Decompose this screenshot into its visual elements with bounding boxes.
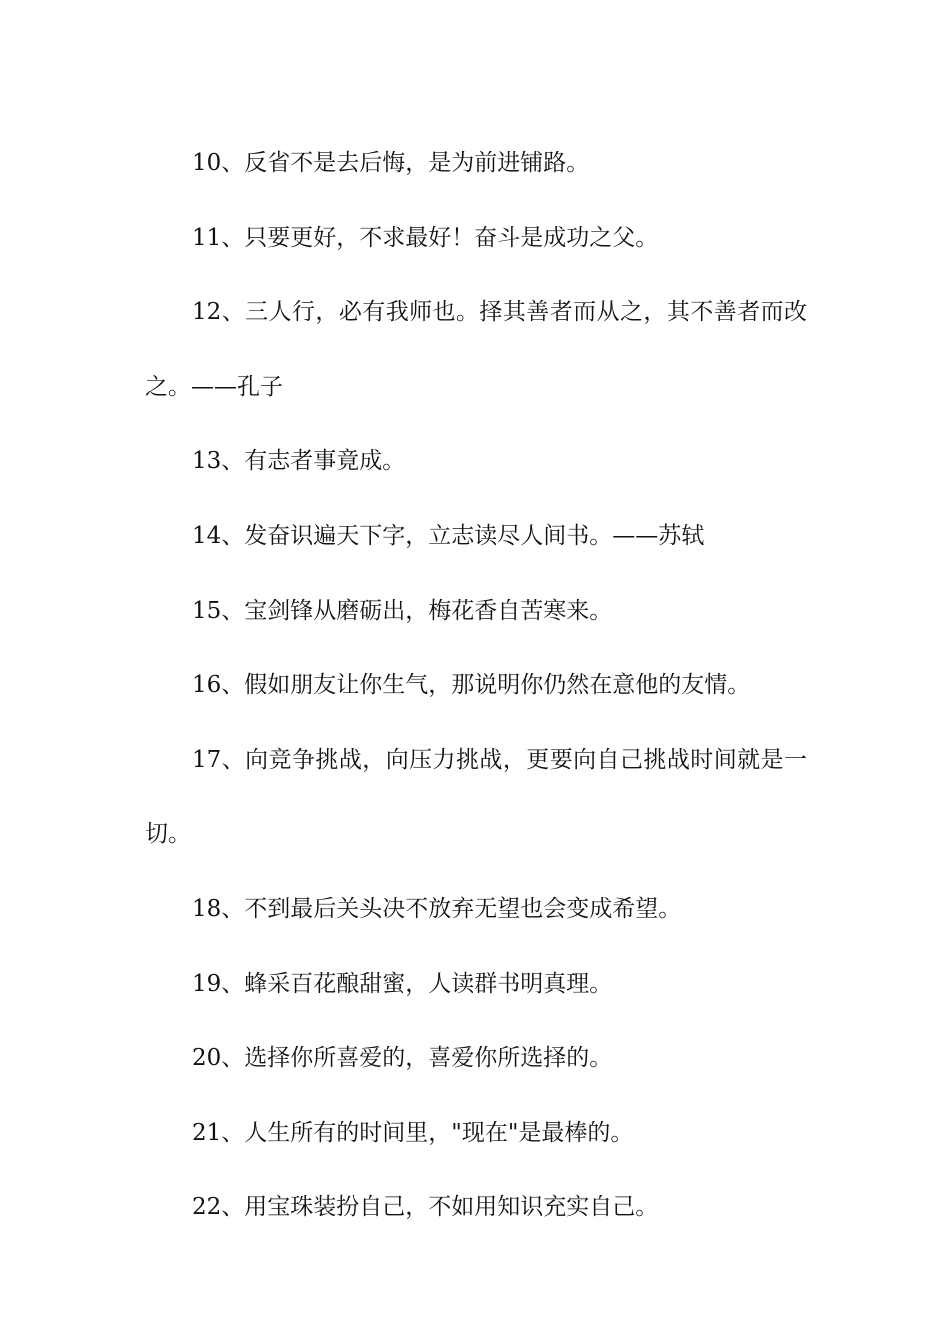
quote-paragraph: 21、人生所有的时间里，"现在"是最棒的。: [192, 1119, 634, 1146]
quote-paragraph: 18、不到最后关头决不放弃无望也会变成希望。: [192, 895, 682, 922]
quote-paragraph: 15、宝剑锋从磨砺出，梅花香自苦寒来。: [192, 597, 613, 624]
quote-paragraph: 11、只要更好，不求最好！奋斗是成功之父。: [192, 224, 659, 251]
quote-paragraph: 20、选择你所喜爱的，喜爱你所选择的。: [192, 1045, 613, 1072]
quote-paragraph: 19、蜂采百花酿甜蜜，人读群书明真理。: [192, 970, 613, 997]
quote-paragraph: 13、有志者事竟成。: [192, 448, 406, 475]
quote-paragraph: 12、三人行，必有我师也。择其善者而从之，其不善者而改之。——孔子: [145, 299, 807, 400]
quote-list: [145, 126, 807, 1245]
quote-paragraph: 10、反省不是去后悔，是为前进铺路。: [192, 150, 590, 176]
quote-paragraph: 16、假如朋友让你生气，那说明你仍然在意他的友情。: [192, 672, 751, 699]
quote-paragraph: 17、向竞争挑战，向压力挑战，更要向自己挑战时间就是一切。: [145, 746, 807, 848]
quote-paragraph: 22、用宝珠装扮自己，不如用知识充实自己。: [192, 1194, 659, 1221]
quote-paragraph: 14、发奋识遍天下字，立志读尽人间书。——苏轼: [192, 522, 705, 549]
